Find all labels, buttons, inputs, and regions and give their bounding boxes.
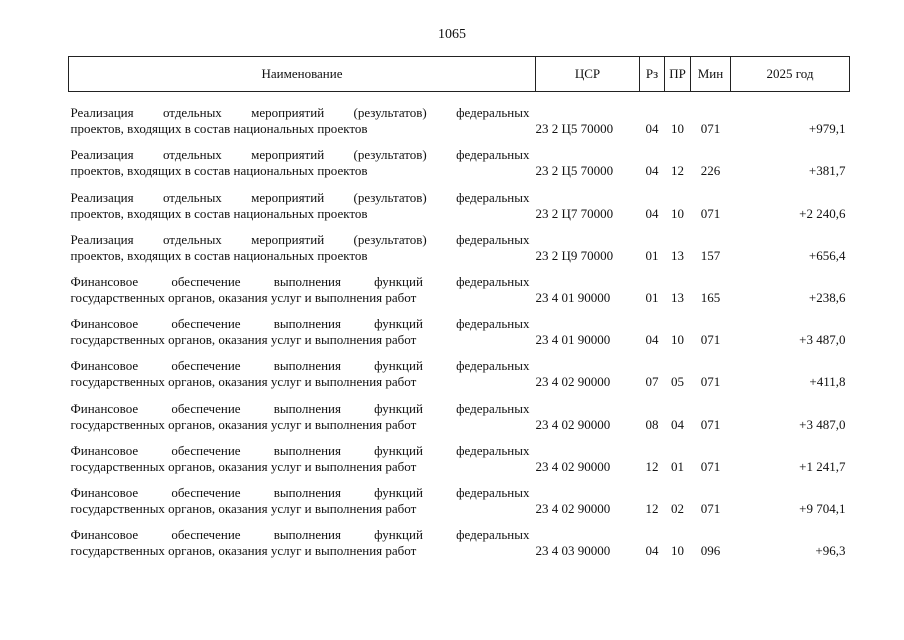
row-name <box>69 265 536 307</box>
row-name-line1: Финансовое обеспечение выполнения функций федеральных <box>70 400 530 416</box>
row-pr: 01 <box>671 458 684 474</box>
row-rz: 04 <box>645 163 659 179</box>
row-name-line1: Реализация отдельных мероприятий (результатов) федеральных <box>70 231 530 247</box>
row-name <box>69 349 536 391</box>
row-rz: 12 <box>645 500 659 516</box>
row-pr: 13 <box>671 289 684 305</box>
row-pr: 05 <box>671 374 684 390</box>
table-row <box>69 92 850 139</box>
row-rz: 04 <box>645 121 659 137</box>
row-name-line2: государственных органов, оказания услуг и выполнения работ <box>70 458 417 474</box>
table-row <box>69 349 850 391</box>
table-row <box>69 518 850 560</box>
row-name-line1: Финансовое обеспечение выполнения функций федеральных <box>70 527 530 543</box>
row-rz: 04 <box>645 543 659 559</box>
row-rz: 01 <box>645 247 659 263</box>
row-name <box>69 307 536 349</box>
table-row <box>69 434 850 476</box>
row-min: 157 <box>700 247 721 263</box>
row-value: +1 241,7 <box>799 458 846 474</box>
row-value: +381,7 <box>808 163 846 179</box>
row-csr: 23 4 02 90000 <box>535 500 611 516</box>
row-pr: 04 <box>671 416 684 432</box>
row-name-line1: Финансовое обеспечение выполнения функций федеральных <box>70 273 530 289</box>
table-row <box>69 307 850 349</box>
header-csr: ЦСР <box>536 57 640 92</box>
row-csr: 23 2 Ц9 70000 <box>535 247 614 263</box>
row-name-line2: государственных органов, оказания услуг и выполнения работ <box>70 543 417 559</box>
row-pr: 10 <box>671 205 684 221</box>
header-rz: Рз <box>640 57 665 92</box>
row-name-line1: Финансовое обеспечение выполнения функций федеральных <box>70 316 530 332</box>
row-csr: 23 2 Ц5 70000 <box>535 121 614 137</box>
row-value: +9 704,1 <box>799 500 846 516</box>
table-row <box>69 138 850 180</box>
row-min: 096 <box>700 543 721 559</box>
row-csr: 23 4 01 90000 <box>535 332 611 348</box>
row-name-line1: Реализация отдельных мероприятий (результатов) федеральных <box>70 189 530 205</box>
header-name: Наименование <box>69 57 536 92</box>
row-name-line2: государственных органов, оказания услуг и выполнения работ <box>70 416 417 432</box>
row-name-line1: Финансовое обеспечение выполнения функций федеральных <box>70 442 530 458</box>
header-row <box>69 57 850 92</box>
row-name <box>69 223 536 265</box>
row-rz: 12 <box>645 458 659 474</box>
row-min: 071 <box>700 374 721 390</box>
row-name-line2: проектов, входящих в состав национальных проектов <box>70 121 368 137</box>
table-row <box>69 265 850 307</box>
row-value: +656,4 <box>808 247 846 263</box>
row-name-line2: проектов, входящих в состав национальных проектов <box>70 247 368 263</box>
row-pr: 10 <box>671 121 684 137</box>
row-name <box>69 518 536 560</box>
row-name-line2: государственных органов, оказания услуг и выполнения работ <box>70 374 417 390</box>
row-min: 071 <box>700 416 721 432</box>
row-name-line2: государственных органов, оказания услуг и выполнения работ <box>70 289 417 305</box>
row-csr: 23 2 Ц7 70000 <box>535 205 614 221</box>
row-min: 071 <box>700 500 721 516</box>
header-min: Мин <box>691 57 731 92</box>
row-name-line2: государственных органов, оказания услуг и выполнения работ <box>70 500 417 516</box>
row-value: +2 240,6 <box>799 205 846 221</box>
row-csr: 23 4 03 90000 <box>535 543 611 559</box>
row-pr: 10 <box>671 332 684 348</box>
row-name <box>69 391 536 433</box>
row-rz: 04 <box>645 332 659 348</box>
table-header <box>69 57 850 92</box>
table-row <box>69 223 850 265</box>
row-min: 226 <box>700 163 721 179</box>
row-value: +3 487,0 <box>799 332 846 348</box>
row-rz: 07 <box>645 374 659 390</box>
row-name <box>69 180 536 222</box>
page-number: 1065 <box>438 27 466 42</box>
row-value: +96,3 <box>815 543 846 559</box>
budget-table <box>68 56 850 560</box>
row-min: 071 <box>700 205 721 221</box>
row-csr: 23 4 01 90000 <box>535 289 611 305</box>
row-rz: 04 <box>645 205 659 221</box>
row-value: +3 487,0 <box>799 416 846 432</box>
row-name-line2: проектов, входящих в состав национальных проектов <box>70 205 368 221</box>
row-pr: 02 <box>671 500 684 516</box>
row-name-line2: проектов, входящих в состав национальных проектов <box>70 163 368 179</box>
table-row <box>69 391 850 433</box>
header-pr: ПР <box>665 57 691 92</box>
row-min: 165 <box>700 289 721 305</box>
table-row <box>69 180 850 222</box>
row-pr: 10 <box>671 543 684 559</box>
row-name-line1: Реализация отдельных мероприятий (результатов) федеральных <box>70 105 530 121</box>
row-min: 071 <box>700 458 721 474</box>
row-csr: 23 4 02 90000 <box>535 458 611 474</box>
row-min: 071 <box>700 121 721 137</box>
row-min: 071 <box>700 332 721 348</box>
row-value: +979,1 <box>808 121 846 137</box>
row-pr: 13 <box>671 247 684 263</box>
row-value: +238,6 <box>808 289 846 305</box>
table-body <box>69 92 850 561</box>
row-csr: 23 4 02 90000 <box>535 416 611 432</box>
table-row <box>69 476 850 518</box>
row-csr: 23 4 02 90000 <box>535 374 611 390</box>
row-name-line2: государственных органов, оказания услуг и выполнения работ <box>70 332 417 348</box>
row-name <box>69 138 536 180</box>
row-csr: 23 2 Ц5 70000 <box>535 163 614 179</box>
row-name <box>69 434 536 476</box>
row-name <box>69 476 536 518</box>
row-name-line1: Финансовое обеспечение выполнения функций федеральных <box>70 358 530 374</box>
row-rz: 01 <box>645 289 659 305</box>
row-value: +411,8 <box>809 374 846 390</box>
row-rz: 08 <box>645 416 659 432</box>
row-name <box>69 92 536 139</box>
row-pr: 12 <box>671 163 684 179</box>
row-name-line1: Финансовое обеспечение выполнения функций федеральных <box>70 484 530 500</box>
row-name-line1: Реализация отдельных мероприятий (результатов) федеральных <box>70 147 530 163</box>
header-year: 2025 год <box>731 57 850 92</box>
